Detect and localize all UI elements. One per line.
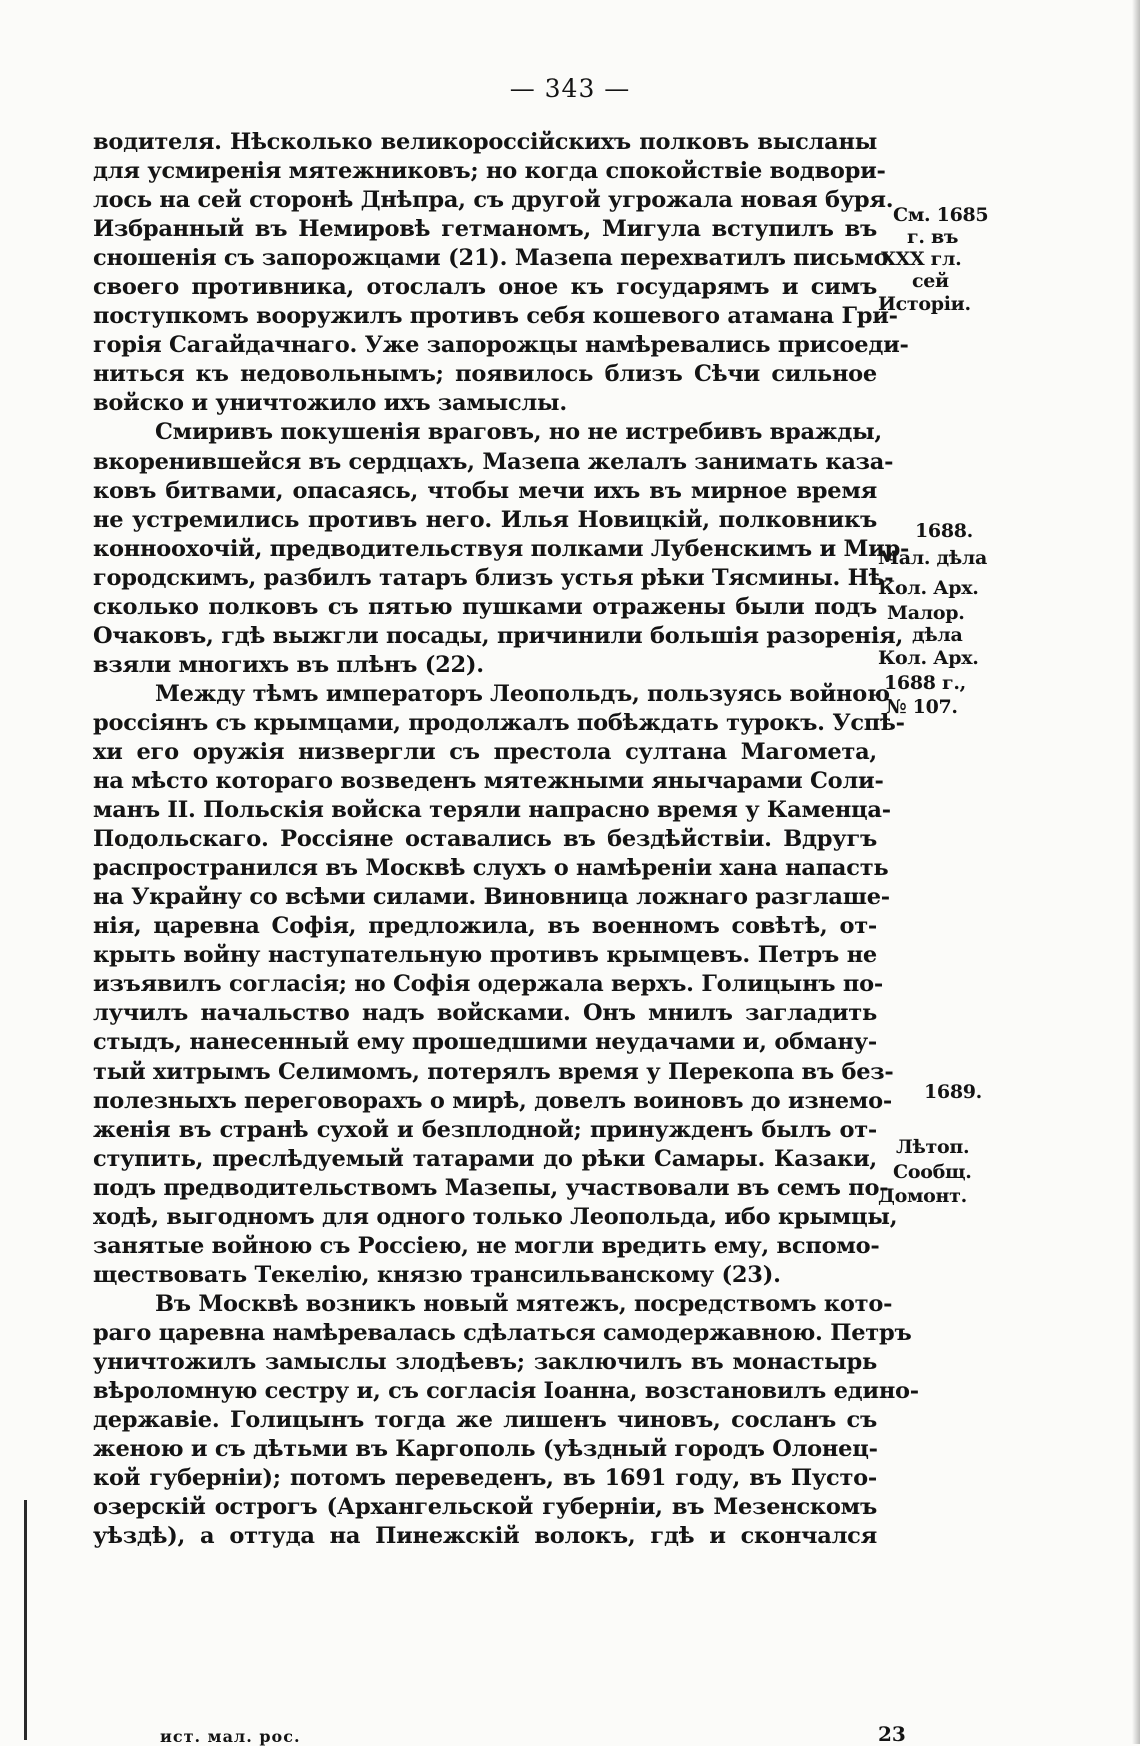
text-line: Смиривъ покушенія враговъ, но не истребивъ вражды, [155,419,882,446]
text-line: водителя. Нѣсколько великороссійскихъ полковъ высланы [93,129,877,155]
margin-note-ref: г. въ [907,226,959,248]
text-line: лось на сей сторонѣ Днѣпра, съ другой угрожала новая буря. [93,187,894,214]
text-line: вкоренившейся въ сердцахъ, Мазепа желалъ занимать каза- [93,448,894,475]
page-number: — 343 — [509,74,631,103]
margin-note-year: 1688. [915,520,973,542]
text-line: стыдъ, нанесенный ему прошедшими неудачами и, обману- [93,1029,877,1056]
text-line: россіянъ съ крымцами, продолжалъ побѣждать турокъ. Успѣ- [93,709,905,736]
text-line: подъ предводительствомъ Мазепы, участвовали въ семъ по- [93,1174,889,1201]
text-line: ниться къ недовольнымъ; появилось близъ Сѣчи сильное [93,361,877,388]
paragraph-2 [93,418,910,679]
text-line: поступкомъ вооружилъ противъ себя кошевого атамана Гри- [93,303,898,330]
text-line: взяли многихъ въ плѣнъ (22). [93,651,484,678]
footer-signature: ист. мал. рос. [160,1727,301,1746]
margin-note-year: 1689. [924,1081,982,1103]
text-line: не устремились противъ него. Илья Новицкій, полковникъ [93,506,877,533]
text-line: ступить, преслѣдуемый татарами до рѣки Самары. Казаки, [93,1145,877,1172]
paragraph-3 [93,680,905,1290]
paragraph-4 [93,1290,919,1551]
margin-note-archive: Малор. [887,602,965,624]
text-line: ходѣ, выгодномъ для одного только Леопольда, ибо крымцы, [93,1203,898,1230]
margin-note-archive: Кол. Арх. [878,647,979,669]
text-line: полезныхъ переговорахъ о мирѣ, довелъ воиновъ до изнемо- [93,1087,892,1114]
text-line: вѣроломную сестру и, съ согласія Іоанна, возстановилъ едино- [93,1378,919,1405]
text-line: для усмиренія мятежниковъ; но когда спокойствіе водвори- [93,158,886,185]
margin-note-source: Сообщ. [893,1161,972,1183]
margin-note-archive: Кол. Арх. [878,577,979,599]
text-line: манъ II. Польскія войска теряли напрасно время у Каменца- [93,797,891,824]
margin-note-archive: дѣла [912,624,963,646]
text-line: женія въ странѣ сухой и безплодной; принужденъ былъ от- [93,1116,877,1143]
text-line: хи его оружія низвергли съ престола султана Магомета, [93,738,877,765]
text-line: изъявилъ согласія; но Софія одержала верхъ. Голицынъ по- [93,971,883,998]
text-line: распространился въ Москвѣ слухъ о намѣреніи хана напасть [93,855,889,882]
footer-sheet-number: 23 [878,1722,906,1746]
text-line: на мѣсто котораго возведенъ мятежными янычарами Соли- [93,768,884,795]
binding-edge-mark [24,1500,27,1740]
text-line: лучилъ начальство надъ войсками. Онъ мнилъ загладить [93,1000,877,1027]
text-line: уѣздѣ), а оттуда на Пинежскій волокъ, гдѣ и скончался [93,1523,877,1550]
text-line: ществовать Текелію, князю трансильванскому (23). [93,1261,781,1288]
scan-edge-shadow [1132,0,1140,1744]
text-line: Между тѣмъ императоръ Леопольдъ, пользуясь войною [155,680,890,707]
text-line: сношенія съ запорожцами (21). Мазепа перехватилъ письмо [93,245,889,272]
text-line: Очаковъ, гдѣ выжгли посады, причинили большія разоренія, [93,622,904,649]
text-line: войско и уничтожило ихъ замыслы. [93,390,567,417]
paragraph-1 [93,128,909,418]
text-line: ковъ битвами, опасаясь, чтобы мечи ихъ въ мирное время [93,477,877,504]
text-line: крыть войну наступательную противъ крымцевъ. Петръ не [93,942,877,969]
text-line: занятые войною съ Россіею, не могли вредить ему, вспомо- [93,1232,880,1259]
text-line: городскимъ, разбилъ татаръ близъ устья рѣки Тясмины. Нѣ- [93,564,894,591]
text-line: сколько полковъ съ пятью пушками отражены были подъ [93,593,877,620]
text-line: женою и съ дѣтьми въ Каргополь (уѣздный городъ Олонец- [93,1436,878,1463]
text-line: озерскій острогъ (Архангельской губерніи, въ Мезенскомъ [93,1494,877,1521]
text-line: кой губерніи); потомъ переведенъ, въ 1691 году, въ Пусто- [93,1465,877,1492]
margin-note-source: Домонт. [878,1185,967,1207]
text-line: конноохочій, предводительствуя полками Лубенскимъ и Мир- [93,535,910,562]
text-line: Въ Москвѣ возникъ новый мятежъ, посредствомъ кото- [155,1290,893,1317]
margin-note-archive: Мал. дѣла [878,547,987,569]
margin-note-ref: См. 1685 [893,204,989,226]
margin-note-ref: Исторіи. [878,293,971,315]
text-line: державіе. Голицынъ тогда же лишенъ чиновъ, сосланъ съ [93,1407,877,1434]
text-line: на Украйну со всѣми силами. Виновница ложнаго разглаше- [93,884,890,911]
margin-note-ref: сей [912,270,949,292]
text-line: своего противника, отослалъ оное къ государямъ и симъ [93,274,877,301]
margin-note-source: Лѣтоп. [896,1136,970,1158]
text-line: раго царевна намѣревалась сдѣлаться самодержавною. Петръ [93,1319,912,1346]
text-line: Подольскаго. Россіяне оставались въ бездѣйствіи. Вдругъ [93,826,877,853]
margin-note-archive: 1688 г., [884,672,966,694]
text-line: тый хитрымъ Селимомъ, потерялъ время у Перекопа въ без- [93,1058,894,1085]
margin-note-ref: XXX гл. [881,248,962,270]
text-line: Избранный въ Немировѣ гетманомъ, Мигула вступилъ въ [93,216,877,243]
margin-note-archive: № 107. [886,696,958,718]
main-text [93,128,919,1551]
text-line: нія, царевна Софія, предложила, въ военномъ совѣтѣ, от- [93,913,877,940]
text-line: уничтожилъ замыслы злодѣевъ; заключилъ въ монастырь [93,1348,877,1375]
text-line: горія Сагайдачнаго. Уже запорожцы намѣревались присоеди- [93,332,909,359]
